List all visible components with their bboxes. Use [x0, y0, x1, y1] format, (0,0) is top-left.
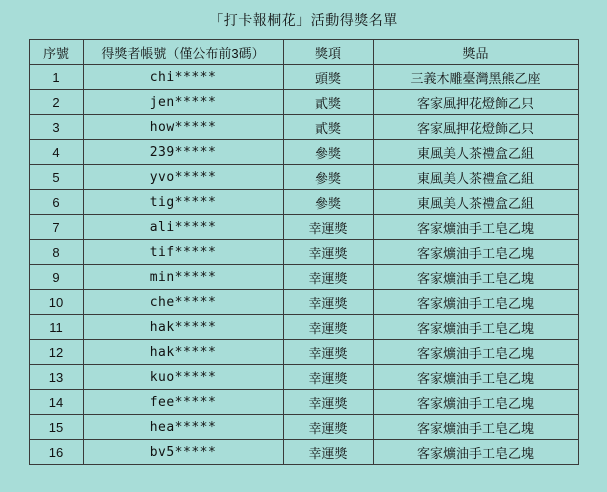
table-row	[29, 415, 578, 440]
cell-prize: 幸運獎	[283, 440, 373, 465]
cell-account: hak*****	[83, 315, 283, 340]
cell-prize: 幸運獎	[283, 415, 373, 440]
cell-item: 東風美人茶禮盒乙組	[373, 190, 578, 215]
cell-item: 客家爌油手工皂乙塊	[373, 265, 578, 290]
cell-account: bv5*****	[83, 440, 283, 465]
cell-prize: 幸運獎	[283, 290, 373, 315]
cell-account: ali*****	[83, 215, 283, 240]
cell-item: 客家爌油手工皂乙塊	[373, 315, 578, 340]
cell-no: 1	[29, 65, 83, 90]
cell-item: 客家風押花燈飾乙只	[373, 115, 578, 140]
cell-account: kuo*****	[83, 365, 283, 390]
cell-item: 客家爌油手工皂乙塊	[373, 390, 578, 415]
cell-account: tif*****	[83, 240, 283, 265]
cell-account: min*****	[83, 265, 283, 290]
cell-prize: 貳獎	[283, 90, 373, 115]
cell-account: how*****	[83, 115, 283, 140]
table-row	[29, 115, 578, 140]
table-row	[29, 140, 578, 165]
table-row	[29, 440, 578, 465]
table-row	[29, 165, 578, 190]
cell-no: 9	[29, 265, 83, 290]
cell-account: tig*****	[83, 190, 283, 215]
cell-account: yvo*****	[83, 165, 283, 190]
table-row	[29, 340, 578, 365]
cell-no: 5	[29, 165, 83, 190]
column-header-prize: 獎項	[283, 40, 373, 65]
cell-account: che*****	[83, 290, 283, 315]
cell-no: 16	[29, 440, 83, 465]
cell-prize: 幸運獎	[283, 240, 373, 265]
cell-item: 客家爌油手工皂乙塊	[373, 415, 578, 440]
table-header	[29, 40, 578, 65]
cell-item: 東風美人茶禮盒乙組	[373, 165, 578, 190]
cell-item: 客家爌油手工皂乙塊	[373, 240, 578, 265]
cell-no: 6	[29, 190, 83, 215]
cell-no: 14	[29, 390, 83, 415]
cell-prize: 參獎	[283, 165, 373, 190]
cell-item: 客家爌油手工皂乙塊	[373, 340, 578, 365]
page-title: 「打卡報桐花」活動得獎名單	[209, 12, 398, 28]
cell-item: 客家爌油手工皂乙塊	[373, 440, 578, 465]
cell-account: hak*****	[83, 340, 283, 365]
cell-prize: 幸運獎	[283, 340, 373, 365]
table-row	[29, 240, 578, 265]
table-row	[29, 390, 578, 415]
table-row	[29, 290, 578, 315]
cell-no: 13	[29, 365, 83, 390]
table-row	[29, 190, 578, 215]
cell-prize: 參獎	[283, 140, 373, 165]
cell-prize: 頭獎	[283, 65, 373, 90]
cell-prize: 貳獎	[283, 115, 373, 140]
table-body	[29, 65, 578, 465]
cell-no: 8	[29, 240, 83, 265]
cell-no: 10	[29, 290, 83, 315]
cell-account: jen*****	[83, 90, 283, 115]
table-header-row	[29, 40, 578, 65]
column-header-item: 獎品	[373, 40, 578, 65]
column-header-account: 得獎者帳號（僅公布前3碼）	[83, 40, 283, 65]
table-row	[29, 215, 578, 240]
cell-prize: 參獎	[283, 190, 373, 215]
cell-item: 客家爌油手工皂乙塊	[373, 215, 578, 240]
cell-item: 東風美人茶禮盒乙組	[373, 140, 578, 165]
table-row	[29, 65, 578, 90]
cell-no: 12	[29, 340, 83, 365]
cell-no: 3	[29, 115, 83, 140]
cell-no: 2	[29, 90, 83, 115]
table-row	[29, 265, 578, 290]
column-header-no: 序號	[29, 40, 83, 65]
award-list-table	[29, 39, 579, 465]
cell-no: 15	[29, 415, 83, 440]
table-row	[29, 90, 578, 115]
cell-account: fee*****	[83, 390, 283, 415]
cell-prize: 幸運獎	[283, 390, 373, 415]
cell-prize: 幸運獎	[283, 365, 373, 390]
table-row	[29, 315, 578, 340]
cell-item: 三義木雕臺灣黑熊乙座	[373, 65, 578, 90]
cell-prize: 幸運獎	[283, 265, 373, 290]
cell-no: 4	[29, 140, 83, 165]
cell-prize: 幸運獎	[283, 315, 373, 340]
cell-item: 客家爌油手工皂乙塊	[373, 290, 578, 315]
cell-account: chi*****	[83, 65, 283, 90]
table-row	[29, 365, 578, 390]
cell-account: hea*****	[83, 415, 283, 440]
cell-item: 客家風押花燈飾乙只	[373, 90, 578, 115]
cell-prize: 幸運獎	[283, 215, 373, 240]
cell-item: 客家爌油手工皂乙塊	[373, 365, 578, 390]
cell-no: 11	[29, 315, 83, 340]
cell-account: 239*****	[83, 140, 283, 165]
cell-no: 7	[29, 215, 83, 240]
